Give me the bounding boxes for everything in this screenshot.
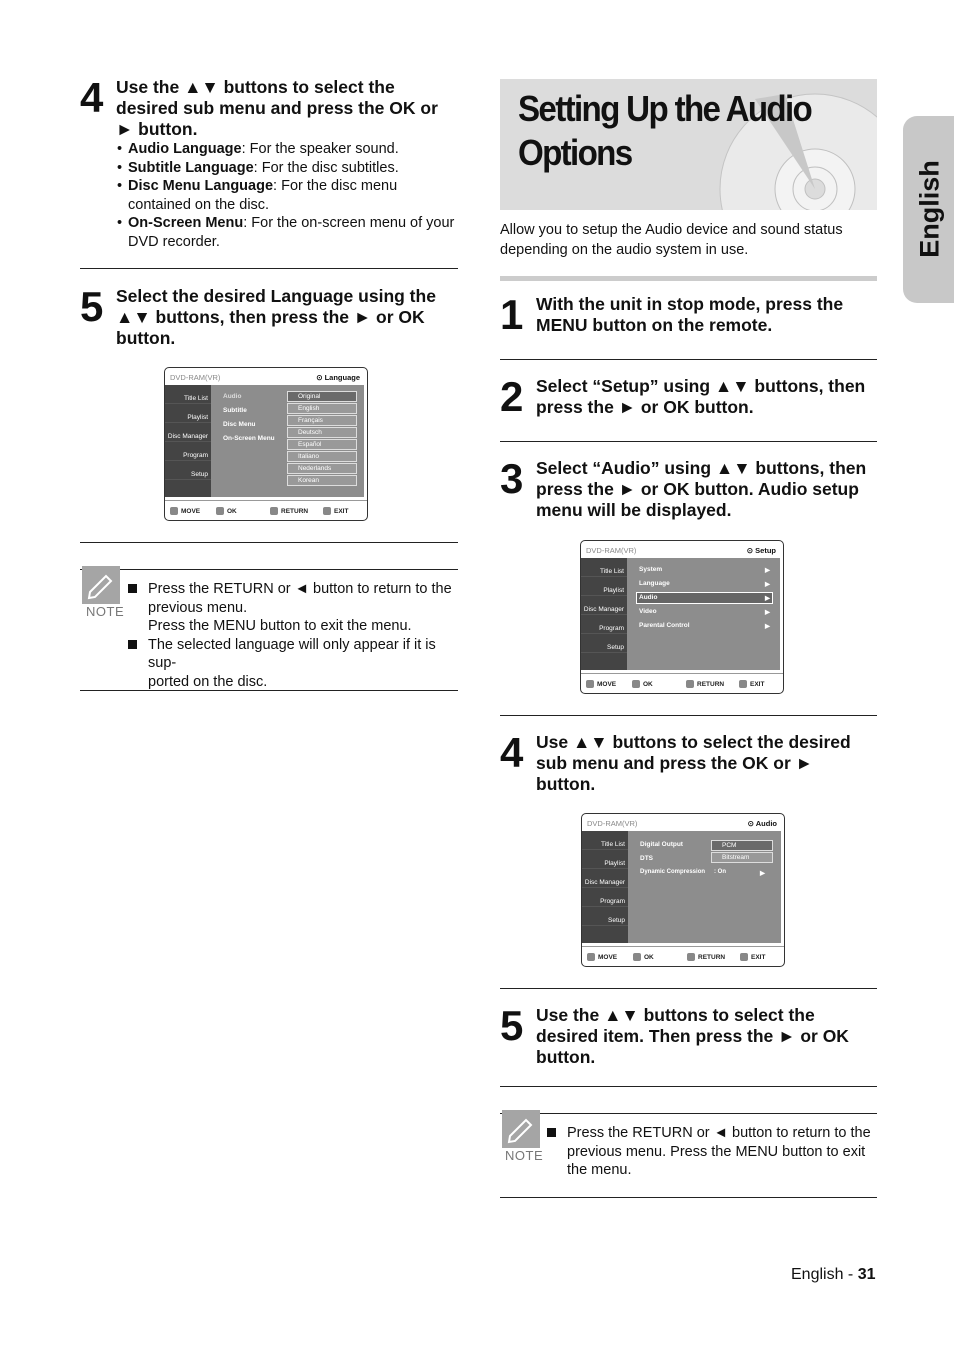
osd-footer-move: MOVE bbox=[170, 507, 200, 515]
step-line: With the unit in stop mode, press the bbox=[536, 294, 844, 314]
osd-footer-exit: EXIT bbox=[740, 953, 765, 961]
step-instruction bbox=[536, 294, 843, 336]
list-item bbox=[117, 214, 462, 251]
desc: : For the disc menu contained on the disc. bbox=[128, 178, 398, 213]
osd-item: Video bbox=[639, 608, 657, 615]
osd-header bbox=[582, 814, 784, 831]
step-line: button. bbox=[536, 1047, 596, 1067]
right-step-4 bbox=[500, 729, 880, 796]
osd-sidebar bbox=[165, 385, 211, 497]
osd-sidebar-item: Title List bbox=[581, 558, 627, 577]
note-line: Press the RETURN or ◄ button to return to the bbox=[148, 581, 452, 597]
osd-sidebar-item: Setup bbox=[582, 907, 628, 926]
intro-line: Allow you to setup the Audio device and sound status bbox=[500, 222, 843, 238]
osd-footer bbox=[582, 946, 784, 966]
step-number: 5 bbox=[80, 283, 102, 330]
step-line: Use the ▲▼ buttons to select the bbox=[536, 1005, 815, 1025]
step-instruction bbox=[116, 77, 438, 140]
divider bbox=[80, 268, 458, 269]
osd-sidebar bbox=[581, 558, 627, 670]
divider bbox=[80, 542, 458, 543]
list-item bbox=[117, 140, 462, 159]
note-line: previous menu. bbox=[148, 599, 248, 616]
osd-option: Deutsch bbox=[287, 427, 357, 438]
note-line: Press the RETURN or ◄ button to return to the bbox=[567, 1125, 871, 1141]
osd-sidebar-item: Setup bbox=[581, 634, 627, 653]
osd-footer-return: RETURN bbox=[686, 680, 724, 688]
note-label: NOTE bbox=[505, 1148, 544, 1163]
note-label: NOTE bbox=[86, 604, 125, 619]
osd-content bbox=[627, 558, 780, 670]
step-line: ► button. bbox=[116, 119, 198, 139]
osd-option: Italiano bbox=[287, 451, 357, 462]
osd-item: DTS bbox=[640, 855, 653, 862]
step-line: menu will be displayed. bbox=[536, 500, 732, 520]
title-line: Setting Up the Audio bbox=[518, 88, 812, 129]
osd-option: Original bbox=[287, 391, 357, 402]
osd-item: Subtitle bbox=[223, 407, 247, 414]
osd-option: Français bbox=[287, 415, 357, 426]
osd-item: Audio bbox=[639, 594, 658, 601]
step-number: 4 bbox=[80, 74, 102, 121]
chevron-right-icon: ▶ bbox=[765, 567, 770, 574]
step-instruction bbox=[536, 376, 865, 418]
osd-disc-type: DVD-RAM(VR) bbox=[587, 819, 638, 828]
page-footer bbox=[791, 1266, 876, 1284]
step-line: press the ► or OK button. bbox=[536, 397, 754, 417]
osd-sidebar-item: Setup bbox=[165, 461, 211, 480]
step-line: button. bbox=[116, 328, 176, 348]
note-item bbox=[128, 636, 463, 692]
step-instruction bbox=[536, 458, 866, 521]
bullet-square bbox=[547, 1128, 556, 1137]
divider bbox=[500, 359, 877, 360]
osd-option: Español bbox=[287, 439, 357, 450]
step-line: MENU button on the remote. bbox=[536, 315, 773, 335]
osd-footer-move: MOVE bbox=[586, 680, 616, 688]
intro-line: depending on the audio system in use. bbox=[500, 241, 749, 258]
divider bbox=[500, 1197, 877, 1198]
chevron-right-icon: ▶ bbox=[765, 595, 770, 602]
osd-sidebar-item: Title List bbox=[165, 385, 211, 404]
osd-option: Nederlands bbox=[287, 463, 357, 474]
term: Disc Menu Language bbox=[128, 178, 274, 194]
osd-footer-ok: OK bbox=[216, 507, 237, 515]
osd-sidebar-item: Playlist bbox=[581, 577, 627, 596]
osd-header bbox=[165, 368, 367, 385]
step-instruction bbox=[536, 1005, 849, 1068]
osd-sidebar bbox=[582, 831, 628, 943]
osd-option: Korean bbox=[287, 475, 357, 486]
osd-option: PCM bbox=[711, 840, 773, 851]
osd-footer bbox=[581, 673, 783, 693]
bullet-square bbox=[128, 640, 137, 649]
left-step-4 bbox=[80, 74, 460, 139]
step-line: desired sub menu and press the OK or bbox=[116, 98, 438, 118]
osd-sidebar-item: Program bbox=[165, 442, 211, 461]
language-side-tab bbox=[903, 116, 954, 303]
note-line: ported on the disc. bbox=[148, 673, 268, 690]
step-line: Select the desired Language using the bbox=[116, 286, 436, 306]
page-title bbox=[518, 87, 811, 175]
divider bbox=[500, 441, 877, 442]
osd-footer-return: RETURN bbox=[687, 953, 725, 961]
title-line: Options bbox=[518, 132, 632, 173]
chevron-right-icon: ▶ bbox=[765, 623, 770, 630]
step-number: 4 bbox=[500, 729, 522, 776]
note-line: Press the MENU button to exit the menu. bbox=[148, 618, 412, 634]
osd-content bbox=[628, 831, 781, 943]
step-instruction bbox=[536, 732, 851, 795]
osd-sidebar-item: Program bbox=[582, 888, 628, 907]
step-number: 1 bbox=[500, 291, 522, 338]
chevron-right-icon: ▶ bbox=[765, 581, 770, 588]
divider-thick bbox=[500, 276, 877, 281]
osd-language-screen bbox=[164, 367, 368, 521]
term: On-Screen Menu bbox=[128, 215, 244, 231]
desc: : For the on-screen menu of your DVD recorder. bbox=[128, 215, 455, 250]
osd-item: Parental Control bbox=[639, 622, 690, 629]
osd-menu-title: ⊙ Audio bbox=[747, 819, 777, 828]
desc: : For the disc subtitles. bbox=[253, 159, 399, 176]
osd-footer-exit: EXIT bbox=[323, 507, 348, 515]
osd-menu-title: ⊙ Language bbox=[316, 373, 360, 382]
osd-item: Audio bbox=[223, 393, 242, 400]
osd-sidebar-item: Title List bbox=[582, 831, 628, 850]
step-line: sub menu and press the OK or ► bbox=[536, 753, 813, 773]
title-banner bbox=[500, 79, 877, 210]
osd-footer-ok: OK bbox=[633, 953, 654, 961]
step-line: button. bbox=[536, 774, 596, 794]
osd-header bbox=[581, 541, 783, 558]
right-step-3 bbox=[500, 455, 880, 522]
osd-footer-ok: OK bbox=[632, 680, 653, 688]
osd-sidebar-item: Disc Manager bbox=[581, 596, 627, 615]
osd-sidebar-item: Disc Manager bbox=[165, 423, 211, 442]
note-item bbox=[547, 1124, 882, 1180]
osd-sidebar-item: Program bbox=[581, 615, 627, 634]
step-line: press the ► or OK button. Audio setup bbox=[536, 479, 859, 499]
divider bbox=[80, 690, 458, 691]
term: Subtitle Language bbox=[128, 159, 254, 176]
osd-item: Language bbox=[639, 580, 670, 587]
step-line: desired item. Then press the ► or OK bbox=[536, 1026, 849, 1046]
step-instruction bbox=[116, 286, 436, 349]
left-step-5 bbox=[80, 283, 460, 348]
note-line: previous menu. Press the MENU button to exit bbox=[567, 1143, 866, 1160]
osd-menu-title: ⊙ Setup bbox=[746, 546, 776, 555]
note-line: the menu. bbox=[567, 1162, 632, 1178]
right-step-2 bbox=[500, 373, 880, 420]
osd-option: Bitstream bbox=[711, 852, 773, 863]
step-number: 3 bbox=[500, 455, 522, 502]
osd-footer bbox=[165, 500, 367, 520]
divider bbox=[500, 715, 877, 716]
step-line: Select “Audio” using ▲▼ buttons, then bbox=[536, 458, 867, 478]
osd-footer-exit: EXIT bbox=[739, 680, 764, 688]
list-item bbox=[117, 177, 462, 214]
desc: : For the speaker sound. bbox=[241, 141, 399, 157]
osd-disc-type: DVD-RAM(VR) bbox=[170, 373, 221, 382]
menu-description-list bbox=[117, 140, 462, 251]
left-note-body bbox=[128, 580, 463, 691]
step-number: 5 bbox=[500, 1002, 522, 1049]
osd-item: System bbox=[639, 566, 663, 573]
osd-setup-screen bbox=[580, 540, 784, 694]
right-step-5 bbox=[500, 1002, 880, 1069]
divider bbox=[500, 1086, 877, 1087]
osd-footer-return: RETURN bbox=[270, 507, 308, 515]
osd-sidebar-item: Playlist bbox=[582, 850, 628, 869]
note-pencil-icon bbox=[502, 1110, 540, 1148]
right-note-body bbox=[547, 1124, 882, 1180]
step-line: Use ▲▼ buttons to select the desired bbox=[536, 732, 851, 752]
step-line: Select “Setup” using ▲▼ buttons, then bbox=[536, 376, 866, 396]
divider bbox=[80, 569, 458, 570]
page-number: 31 bbox=[857, 1266, 876, 1283]
osd-disc-type: DVD-RAM(VR) bbox=[586, 546, 637, 555]
step-line: ▲▼ buttons, then press the ► or OK bbox=[116, 307, 425, 327]
note-item bbox=[128, 580, 463, 636]
osd-value: : On bbox=[714, 869, 726, 875]
right-step-1 bbox=[500, 291, 880, 338]
divider bbox=[500, 1113, 877, 1114]
osd-content bbox=[211, 385, 364, 497]
osd-item: On-Screen Menu bbox=[223, 435, 275, 442]
osd-item: Digital Output bbox=[640, 841, 683, 848]
chevron-right-icon: ▶ bbox=[765, 609, 770, 616]
osd-item: Disc Menu bbox=[223, 421, 256, 428]
osd-sidebar-item: Playlist bbox=[165, 404, 211, 423]
step-line: Use the ▲▼ buttons to select the bbox=[116, 77, 395, 97]
term: Audio Language bbox=[128, 141, 242, 157]
intro-text bbox=[500, 221, 880, 260]
note-line: The selected language will only appear if it is sup- bbox=[148, 636, 436, 671]
osd-item: Dynamic Compression bbox=[640, 869, 706, 875]
osd-footer-move: MOVE bbox=[587, 953, 617, 961]
osd-sidebar-item: Disc Manager bbox=[582, 869, 628, 888]
osd-option: English bbox=[287, 403, 357, 414]
osd-audio-screen bbox=[581, 813, 785, 967]
language-tab-label: English bbox=[914, 160, 945, 258]
list-item bbox=[117, 159, 462, 178]
bullet-square bbox=[128, 584, 137, 593]
step-number: 2 bbox=[500, 373, 522, 420]
note-pencil-icon bbox=[82, 566, 120, 604]
chevron-right-icon: ▶ bbox=[760, 870, 765, 877]
footer-text: English - bbox=[791, 1266, 858, 1283]
divider bbox=[500, 988, 877, 989]
